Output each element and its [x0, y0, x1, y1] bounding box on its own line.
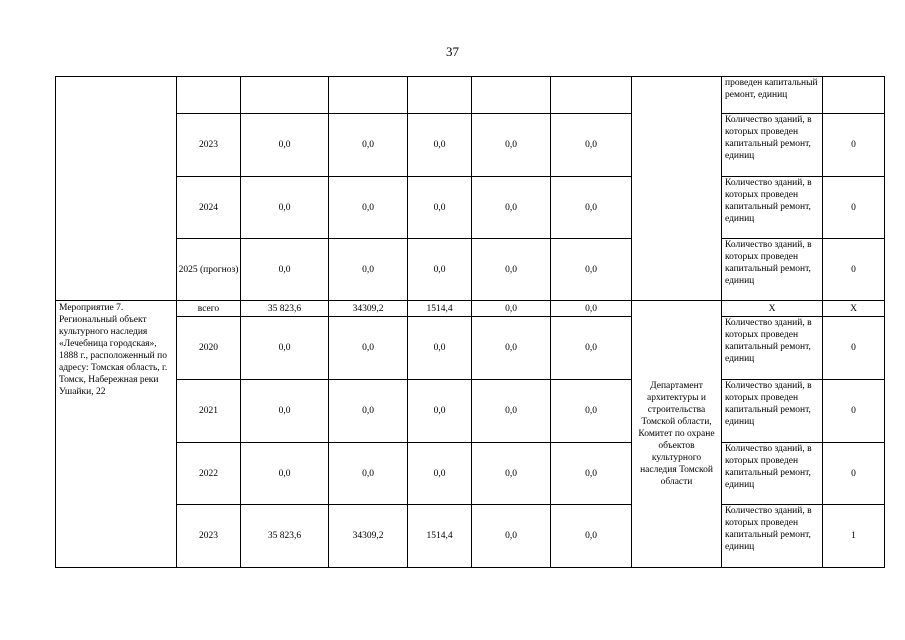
regional-cell: 1514,4	[408, 301, 472, 317]
other-cell: 0,0	[551, 114, 632, 177]
regional-cell: 0,0	[408, 380, 472, 443]
federal-cell: 34309,2	[329, 301, 408, 317]
year-cell: 2022	[177, 443, 241, 505]
indicator-text: проведен капитальный ремонт, единиц	[725, 78, 818, 100]
local-cell: 0,0	[472, 443, 551, 505]
local-cell: 0,0	[472, 380, 551, 443]
indicator-cell	[722, 177, 823, 239]
table-row	[56, 77, 885, 114]
regional-cell: 0,0	[408, 443, 472, 505]
other-cell: 0,0	[551, 443, 632, 505]
table-row-total	[56, 301, 885, 317]
federal-cell: 0,0	[329, 380, 408, 443]
local-cell: 0,0	[472, 317, 551, 380]
indicator-value-cell	[823, 77, 885, 114]
indicator-cell	[722, 77, 823, 114]
indicator-cell: Х	[722, 301, 823, 317]
indicator-value-cell: Х	[823, 301, 885, 317]
indicator-cell	[722, 114, 823, 177]
total-cell: 35 823,6	[241, 301, 329, 317]
other-cell: 0,0	[551, 317, 632, 380]
indicator-value-cell: 0	[823, 443, 885, 505]
indicator-text: Количество зданий, в которых проведен капитальный ремонт, единиц	[725, 240, 812, 286]
federal-cell: 0,0	[329, 317, 408, 380]
executor-cell	[632, 301, 722, 568]
indicator-cell	[722, 505, 823, 568]
year-cell: 2024	[177, 177, 241, 239]
federal-cell: 34309,2	[329, 505, 408, 568]
regional-cell: 0,0	[408, 114, 472, 177]
event-name-cell: Мероприятие 7. Региональный объект культурного наследия «Лечебница городская», 1888 г., расположенный по адресу: Томская область, г. Томск, Набережная реки Ушайки, 22	[56, 301, 177, 568]
executor-cell-empty	[632, 77, 722, 301]
table-row	[56, 177, 885, 239]
regional-cell	[408, 77, 472, 114]
indicator-value-cell: 0	[823, 380, 885, 443]
federal-cell: 0,0	[329, 239, 408, 301]
indicator-value-cell: 1	[823, 505, 885, 568]
total-cell: 0,0	[241, 443, 329, 505]
year-cell	[177, 77, 241, 114]
indicator-cell	[722, 380, 823, 443]
indicator-value-cell: 0	[823, 317, 885, 380]
year-cell: 2025 (прогноз)	[177, 239, 241, 301]
indicator-text: Количество зданий, в которых проведен капитальный ремонт, единиц	[725, 178, 812, 224]
year-cell: всего	[177, 301, 241, 317]
year-cell: 2023	[177, 505, 241, 568]
indicator-cell	[722, 317, 823, 380]
indicator-text: Количество зданий, в которых проведен капитальный ремонт, единиц	[725, 318, 812, 364]
local-cell: 0,0	[472, 239, 551, 301]
table-row	[56, 505, 885, 568]
other-cell: 0,0	[551, 239, 632, 301]
regional-cell: 1514,4	[408, 505, 472, 568]
indicator-cell	[722, 443, 823, 505]
local-cell: 0,0	[472, 505, 551, 568]
federal-cell: 0,0	[329, 443, 408, 505]
total-cell	[241, 77, 329, 114]
indicator-text: Количество зданий, в которых проведен капитальный ремонт, единиц	[725, 115, 812, 161]
year-cell: 2023	[177, 114, 241, 177]
local-cell: 0,0	[472, 301, 551, 317]
table-row	[56, 114, 885, 177]
total-cell: 0,0	[241, 317, 329, 380]
indicator-cell	[722, 239, 823, 301]
local-cell: 0,0	[472, 177, 551, 239]
indicator-value-cell: 0	[823, 177, 885, 239]
indicator-text: Количество зданий, в которых проведен капитальный ремонт, единиц	[725, 381, 812, 427]
table-row	[56, 239, 885, 301]
total-cell: 0,0	[241, 177, 329, 239]
regional-cell: 0,0	[408, 177, 472, 239]
other-cell	[551, 77, 632, 114]
indicator-value-cell: 0	[823, 114, 885, 177]
regional-cell: 0,0	[408, 239, 472, 301]
other-cell: 0,0	[551, 505, 632, 568]
event-name-cell-empty	[56, 77, 177, 301]
table-row	[56, 380, 885, 443]
local-cell: 0,0	[472, 114, 551, 177]
indicator-text: Количество зданий, в которых проведен капитальный ремонт, единиц	[725, 506, 812, 552]
other-cell: 0,0	[551, 380, 632, 443]
table-row	[56, 317, 885, 380]
other-cell: 0,0	[551, 177, 632, 239]
other-cell: 0,0	[551, 301, 632, 317]
federal-cell	[329, 77, 408, 114]
total-cell: 0,0	[241, 380, 329, 443]
table-row	[56, 443, 885, 505]
federal-cell: 0,0	[329, 114, 408, 177]
page-number: 37	[446, 44, 459, 59]
local-cell	[472, 77, 551, 114]
total-cell: 35 823,6	[241, 505, 329, 568]
year-cell: 2021	[177, 380, 241, 443]
executor-text: Департамент архитектуры и строительства Томской области, Комитет по охране объектов культурного наследия Томской области	[638, 381, 715, 487]
budget-table	[55, 76, 885, 568]
regional-cell: 0,0	[408, 317, 472, 380]
total-cell: 0,0	[241, 114, 329, 177]
federal-cell: 0,0	[329, 177, 408, 239]
total-cell: 0,0	[241, 239, 329, 301]
year-cell: 2020	[177, 317, 241, 380]
indicator-text: Количество зданий, в которых проведен капитальный ремонт, единиц	[725, 444, 812, 490]
indicator-value-cell: 0	[823, 239, 885, 301]
